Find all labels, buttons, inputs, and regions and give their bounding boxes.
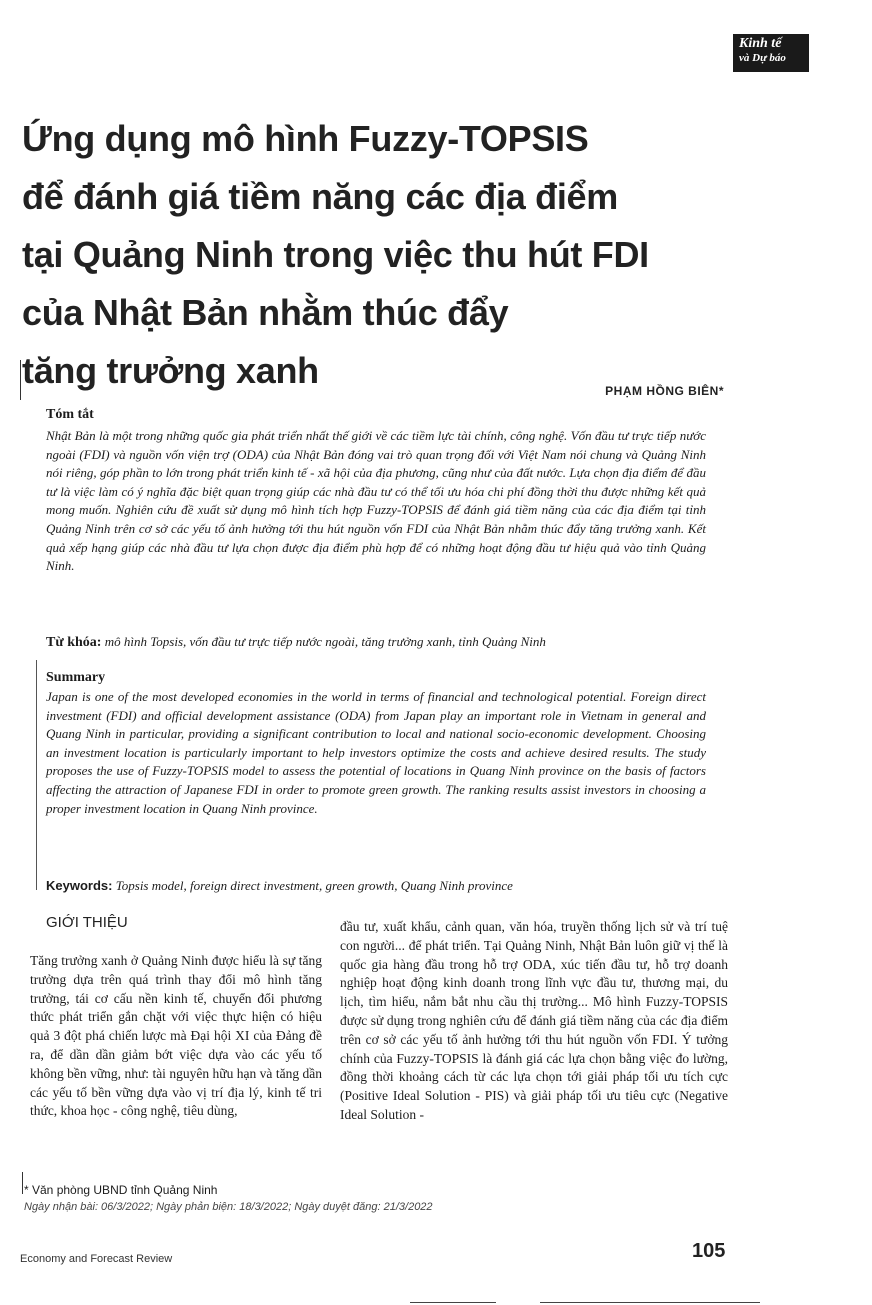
title-line: để đánh giá tiềm năng các địa điểm xyxy=(22,176,618,217)
title-line: tại Quảng Ninh trong việc thu hút FDI xyxy=(22,234,649,275)
intro-heading: GIỚI THIỆU xyxy=(46,914,128,931)
keywords-en xyxy=(46,878,746,894)
logo-line-2: và Dự báo xyxy=(739,52,786,64)
keywords-vi xyxy=(46,634,726,651)
abstract-text: Nhật Bản là một trong những quốc gia phát triển nhất thế giới về các tiềm lực tài chính, công nghệ. Vốn đầu tư trực tiếp nước ngoài (FDI) và nguồn vốn viện trợ (ODA) của Nhật Bản đóng vai trò quan trọng đối với Việt Nam nói chung và Quảng Ninh nói riêng, góp phần to lớn trong phát triển kinh tế - xã hội của địa phương, cũng như của đất nước. Lựa chọn địa điểm để đầu tư là việc làm có ý nghĩa đặc biệt quan trọng giúp các nhà đầu tư có thể tối ưu hóa chi phí đồng thời thu được những kết quả mong muốn. Nghiên cứu đề xuất sử dụng mô hình tích hợp Fuzzy-TOPSIS để đánh giá tiềm năng của các địa điểm tại tỉnh Quảng Ninh trên cơ sở các yếu tố ảnh hưởng tới thu hút nguồn vốn FDI của Nhật Bản nhằm thúc đẩy tăng trưởng xanh. Kết quả xếp hạng giúp các nhà đầu tư lựa chọn được địa điểm phù hợp để có những hoạt động đầu tư hiệu quả vào tỉnh Quảng Ninh. xyxy=(46,428,706,574)
bottom-rule xyxy=(410,1302,496,1303)
intro-column-1: Tăng trưởng xanh ở Quảng Ninh được hiểu là sự tăng trưởng dựa trên quá trình thay đổi mô hình tăng trưởng, tái cơ cấu nền kinh tế, chuyển đổi phương thức phát triển gắn chặt với việc thực hiện có hiệu quả 3 đột phá chiến lược mà Đại hội XI của Đảng đề ra, để dần dần giảm bớt việc dựa vào các yếu tố không bền vững, như: tài nguyên hữu hạn và tăng dần các yếu tố bền vững dựa vào vị trí địa lý, kinh tế tri thức, khoa học - công nghệ, tiêu dùng, xyxy=(30,953,322,1119)
margin-rule xyxy=(36,660,37,890)
title-line: tăng trưởng xanh xyxy=(22,350,319,391)
summary-text: Japan is one of the most developed economies in the world in terms of financial and technological potential. Foreign direct investment (FDI) and official development assistance (ODA) from Japan play an important role in Vietnam in general and Quang Ninh in particular, providing a significant contribution to local and national socio-economic development. Choosing an investment location is particularly important to help investors optimize the costs and achieve desired results. The study proposes the use of Fuzzy-TOPSIS model to assess the potential of locations in Quang Ninh province on the basis of factors affecting the attraction of Japanese FDI in order to promote green growth. The ranking results assist investors in choosing a proper investment location in Quang Ninh province. xyxy=(46,689,706,816)
bottom-rule xyxy=(540,1302,760,1303)
title-line: Ứng dụng mô hình Fuzzy-TOPSIS xyxy=(22,118,589,159)
journal-logo xyxy=(733,34,809,72)
footnote-dates: Ngày nhận bài: 06/3/2022; Ngày phản biện: 18/3/2022; Ngày duyệt đăng: 21/3/2022 xyxy=(24,1201,433,1213)
title-line: của Nhật Bản nhằm thúc đẩy xyxy=(22,292,509,333)
article-title xyxy=(22,110,782,400)
page-number: 105 xyxy=(692,1240,726,1262)
journal-name: Economy and Forecast Review xyxy=(20,1253,173,1265)
logo-line-1: Kinh tế xyxy=(739,36,782,51)
summary-heading: Summary xyxy=(46,670,106,685)
keywords-label: Keywords: xyxy=(46,878,113,893)
keywords-value: Topsis model, foreign direct investment, green growth, Quang Ninh province xyxy=(115,878,513,893)
keywords-value: mô hình Topsis, vốn đầu tư trực tiếp nước ngoài, tăng trưởng xanh, tỉnh Quảng Ninh xyxy=(104,634,546,649)
intro-column-2: đầu tư, xuất khẩu, cảnh quan, văn hóa, truyền thống lịch sử và trí tuệ con người... để phát triển. Tại Quảng Ninh, Nhật Bản luôn giữ vị thế là quốc gia hàng đầu trong hỗ trợ ODA, xúc tiến đầu tư, hỗ trợ doanh nghiệp hoạt động kinh doanh trong lĩnh vực đầu tư, thương mại, du lịch, tìm hiểu, nắm bắt nhu cầu thị trường... Mô hình Fuzzy-TOPSIS được sử dụng trong nghiên cứu để đánh giá tiềm năng của các địa điểm trên cơ sở các yếu tố ảnh hưởng tới thu hút nguồn vốn FDI. Ý tưởng chính của Fuzzy-TOPSIS là đánh giá các lựa chọn bằng việc đo lường, đồng thời khoảng cách từ các lựa chọn tới giải pháp tối ưu tích cực (Positive Ideal Solution - PIS) và giải pháp tối ưu tiêu cực (Negative Ideal Solution - xyxy=(340,919,728,1122)
footnote-affiliation: * Văn phòng UBND tỉnh Quảng Ninh xyxy=(24,1183,218,1197)
abstract-heading: Tóm tắt xyxy=(46,407,94,422)
keywords-label: Từ khóa: xyxy=(46,635,102,650)
margin-rule xyxy=(20,360,21,400)
footnote-rule xyxy=(22,1172,23,1194)
author-name: PHẠM HỒNG BIÊN* xyxy=(605,384,724,398)
